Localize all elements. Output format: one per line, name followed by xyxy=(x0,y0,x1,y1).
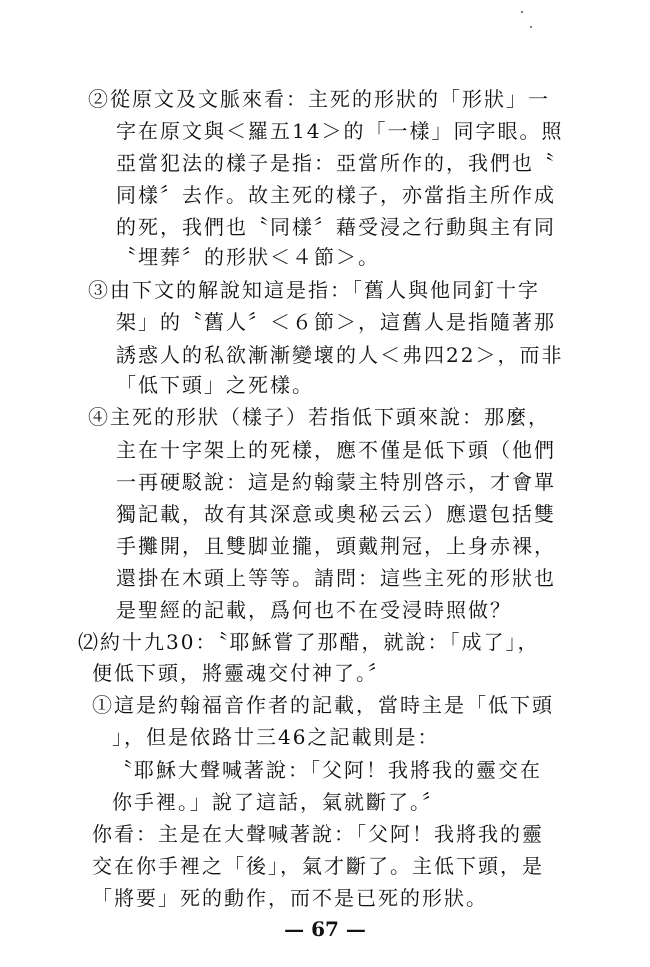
text-line-22: 〝耶穌大聲喊著說：「父阿！我將我的靈交在 xyxy=(112,758,542,782)
text-line-10: 「低下頭」之死樣。 xyxy=(116,373,314,397)
text-line-8: 架」的〝舊人〞＜６節＞，這舊人是指隨著那 xyxy=(116,310,556,334)
scan-speck xyxy=(530,26,532,28)
text-line-12: 主在十字架上的死樣，應不僅是低下頭（他們 xyxy=(116,438,556,462)
text-line-15: 手攤開，且雙脚並攏，頭戴荆冠，上身赤裸， xyxy=(116,534,556,558)
text-line-17: 是聖經的記載，爲何也不在受浸時照做？ xyxy=(116,598,512,622)
text-line-5: 的死，我們也〝同樣〞藉受浸之行動與主有同 xyxy=(116,215,556,239)
text-line-18: ⑵約十九30：〝耶穌嘗了那醋，就說：「成了」， xyxy=(78,630,540,654)
text-line-26: 「將要」死的動作，而不是已死的形狀。 xyxy=(92,886,488,910)
text-line-14: 獨記載，故有其深意或奧秘云云）應還包括雙 xyxy=(116,502,556,526)
page-number: — 67 — xyxy=(284,917,366,941)
text-line-16: 還掛在木頭上等等。請問：這些主死的形狀也 xyxy=(116,566,556,590)
text-line-11: ④主死的形狀（樣子）若指低下頭來說：那麼， xyxy=(88,405,550,429)
text-line-20: ①這是約翰福音作者的記載，當時主是「低下頭 xyxy=(92,693,554,717)
text-line-21: 」，但是依路廿三46之記載則是： xyxy=(112,725,440,749)
text-line-9: 誘惑人的私欲漸漸變壞的人＜弗四22＞，而非 xyxy=(116,343,564,367)
text-line-2: 字在原文與＜羅五14＞的「一樣」同字眼。照 xyxy=(116,119,564,143)
text-line-24: 你看：主是在大聲喊著說：「父阿！我將我的靈 xyxy=(92,822,544,846)
text-line-13: 一再硬駁說：這是約翰蒙主特別啓示，才會單 xyxy=(116,470,556,494)
text-line-3: 亞當犯法的樣子是指：亞當所作的，我們也〝 xyxy=(116,151,556,175)
text-line-23: 你手裡。」說了這話，氣就斷了。〞 xyxy=(112,790,444,814)
text-line-6: 〝埋葬〞的形狀＜４節＞。 xyxy=(116,245,380,269)
text-line-25: 交在你手裡之「後」，氣才斷了。主低下頭，是 xyxy=(92,854,544,878)
text-line-7: ③由下文的解說知這是指：「舊人與他同釘十字 xyxy=(88,278,540,302)
text-line-1: ②從原文及文脈來看：主死的形狀的「形狀」一 xyxy=(88,87,550,111)
text-line-4: 同樣〞去作。故主死的樣子，亦當指主所作成 xyxy=(116,183,556,207)
text-line-19: 便低下頭，將靈魂交付神了。〞 xyxy=(92,661,390,685)
scan-speck xyxy=(521,11,523,13)
